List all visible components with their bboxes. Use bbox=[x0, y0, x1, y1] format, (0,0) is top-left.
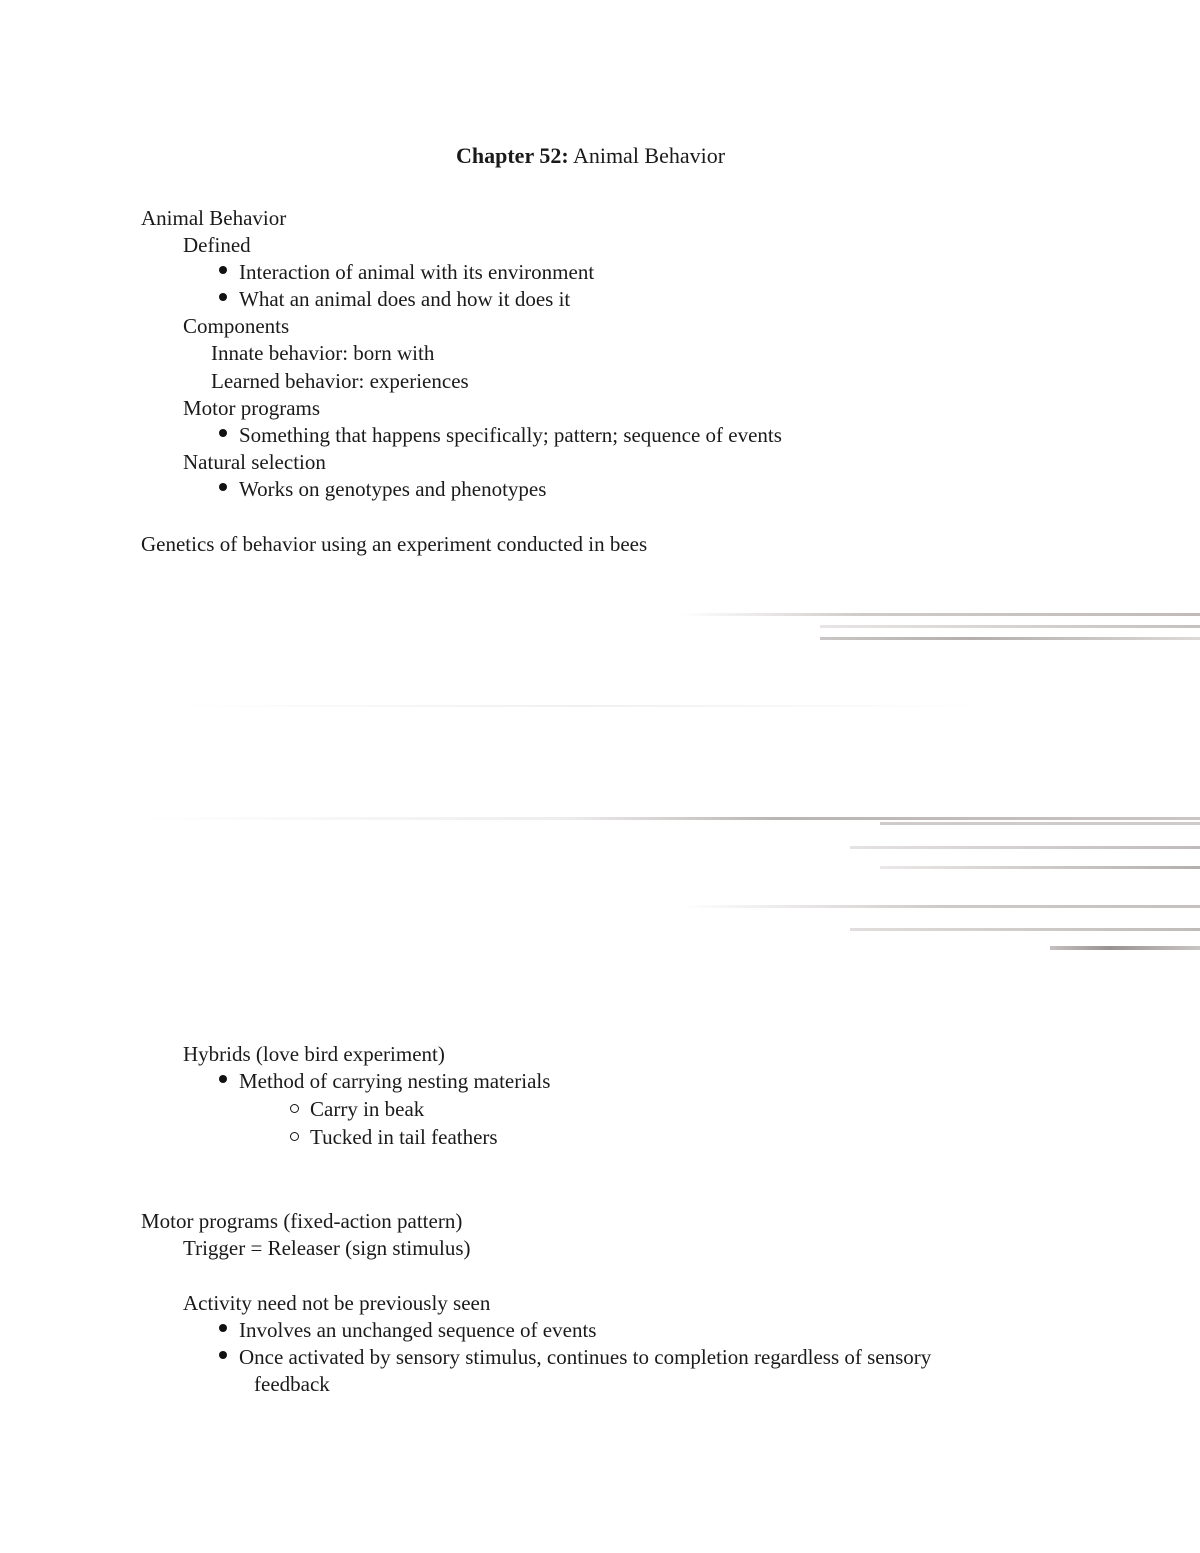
section-heading-animal-behavior: Animal Behavior bbox=[141, 206, 287, 230]
bullet-icon bbox=[219, 266, 227, 274]
list-item: Innate behavior: born with bbox=[211, 341, 435, 365]
circle-bullet-icon bbox=[290, 1132, 299, 1141]
list-item: Carry in beak bbox=[310, 1097, 425, 1121]
bullet-icon bbox=[219, 1324, 227, 1332]
list-item-continuation: feedback bbox=[254, 1372, 330, 1396]
bullet-icon bbox=[219, 1351, 227, 1359]
bullet-icon bbox=[219, 483, 227, 491]
list-item: Involves an unchanged sequence of events bbox=[239, 1318, 597, 1342]
list-item: Once activated by sensory stimulus, continues to completion regardless of sensory bbox=[239, 1345, 932, 1369]
bullet-icon bbox=[219, 1075, 227, 1083]
subheading-natural-selection: Natural selection bbox=[183, 450, 326, 474]
activity-line: Activity need not be previously seen bbox=[183, 1291, 491, 1315]
subheading-hybrids: Hybrids (love bird experiment) bbox=[183, 1042, 445, 1066]
subheading-defined: Defined bbox=[183, 233, 251, 257]
list-item: Works on genotypes and phenotypes bbox=[239, 477, 547, 501]
subheading-components: Components bbox=[183, 314, 290, 338]
trigger-line: Trigger = Releaser (sign stimulus) bbox=[183, 1236, 471, 1260]
list-item: Tucked in tail feathers bbox=[310, 1125, 498, 1149]
list-item: Interaction of animal with its environment bbox=[239, 260, 595, 284]
bullet-icon bbox=[219, 293, 227, 301]
list-item: Method of carrying nesting materials bbox=[239, 1069, 551, 1093]
bullet-icon bbox=[219, 429, 227, 437]
genetics-line: Genetics of behavior using an experiment conducted in bees bbox=[141, 532, 648, 556]
list-item: Something that happens specifically; pattern; sequence of events bbox=[239, 423, 782, 447]
list-item: Learned behavior: experiences bbox=[211, 369, 469, 393]
list-item: What an animal does and how it does it bbox=[239, 287, 571, 311]
circle-bullet-icon bbox=[290, 1104, 299, 1113]
page-title: Chapter 52: Animal Behavior bbox=[456, 143, 726, 168]
subheading-motor-programs: Motor programs bbox=[183, 396, 321, 420]
section-heading-motor-programs: Motor programs (fixed-action pattern) bbox=[141, 1209, 463, 1233]
